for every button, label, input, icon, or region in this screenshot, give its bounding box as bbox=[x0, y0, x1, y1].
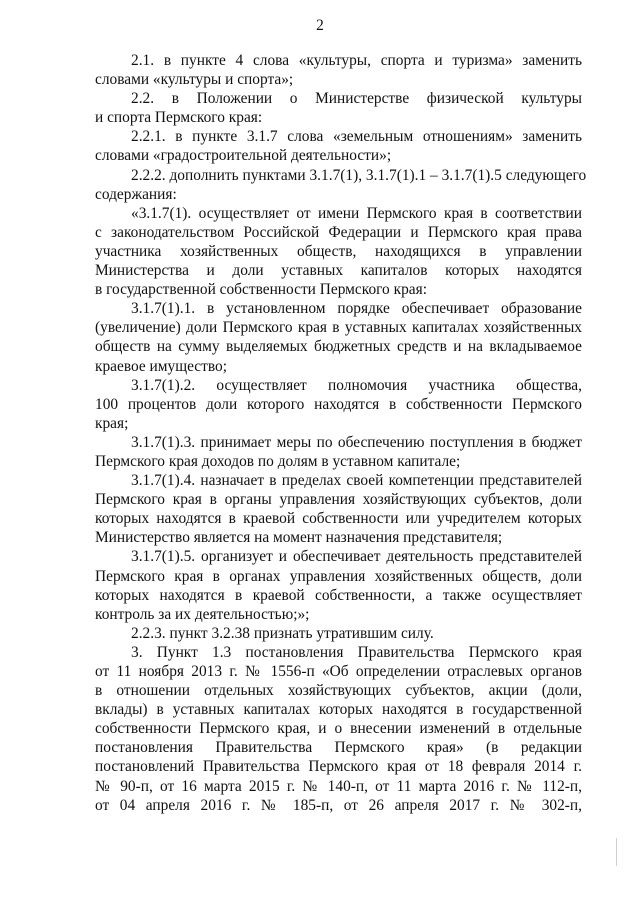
text-line: участника хозяйственных обществ, находящихся в управлении bbox=[95, 242, 582, 260]
text-line: от 11 ноября 2013 г. № 1556-п «Об определении отраслевых органов bbox=[95, 663, 582, 680]
text-line: 2.1. в пункте 4 слова «культуры, спорта и туризма» заменить bbox=[131, 52, 582, 69]
text-line: 2.2. в Положении о Министерстве физической культуры bbox=[131, 90, 582, 108]
text-line: постановления Правительства Пермского края» (в редакции bbox=[95, 739, 582, 757]
text-line: и спорта Пермского края: bbox=[95, 109, 263, 127]
text-line: собственности Пермского края, и о внесении изменений в отдельные bbox=[95, 720, 582, 738]
text-line: 2.2.1. в пункте 3.1.7 слова «земельным отношениям» заменить bbox=[131, 128, 582, 146]
text-line: постановлений Правительства Пермского края от 18 февраля 2014 г. bbox=[95, 758, 582, 776]
text-line: Министерства и доли уставных капиталов которых находятся bbox=[95, 262, 582, 280]
text-line: которых находятся в краевой собственности или учредителем которых bbox=[95, 510, 582, 528]
text-line: Пермского края в органах управления хозяйственных обществ, доли bbox=[95, 567, 582, 585]
text-line: 3.1.7(1).4. назначает в пределах своей компетенции представителей bbox=[131, 472, 582, 490]
text-line: обществ на сумму выделяемых бюджетных средств и на вкладываемое bbox=[95, 338, 582, 356]
text-line: Пермского края доходов по долям в уставном капитале; bbox=[95, 452, 461, 470]
text-line: словами «культуры и спорта»; bbox=[95, 71, 294, 89]
text-line: в отношении отдельных хозяйствующих субъектов, акции (доли, bbox=[95, 682, 582, 700]
scan-artifact-line bbox=[616, 838, 617, 866]
text-line: Министерство является на момент назначения представителя; bbox=[95, 529, 503, 547]
text-line: в государственной собственности Пермского края: bbox=[95, 281, 427, 299]
text-line: Пермского края в органы управления хозяйствующих субъектов, доли bbox=[95, 491, 582, 509]
text-line: 2.2.2. дополнить пунктами 3.1.7(1), 3.1.7(1).1 – 3.1.7(1).5 следующего bbox=[131, 166, 587, 184]
text-line: 100 процентов доли которого находятся в собственности Пермского bbox=[95, 395, 582, 413]
text-line: «3.1.7(1). осуществляет от имени Пермского края в соответствии bbox=[131, 204, 582, 222]
text-line: 3. Пункт 1.3 постановления Правительства Пермского края bbox=[131, 643, 582, 661]
text-line: № 90-п, от 16 марта 2015 г. № 140-п, от 11 марта 2016 г. № 112-п, bbox=[95, 777, 582, 795]
text-line: 3.1.7(1).1. в установленном порядке обеспечивает образование bbox=[131, 300, 582, 318]
text-line: 3.1.7(1).3. принимает меры по обеспечению поступления в бюджет bbox=[131, 433, 582, 451]
text-line: контроль за их деятельностью;»; bbox=[95, 605, 310, 623]
text-line: края; bbox=[95, 414, 129, 432]
text-line: 2.2.3. пункт 3.2.38 признать утратившим силу. bbox=[131, 624, 434, 642]
text-line: с законодательством Российской Федерации и Пермского края права bbox=[95, 223, 582, 241]
text-line: 3.1.7(1).2. осуществляет полномочия участника общества, bbox=[131, 376, 582, 394]
document-body bbox=[95, 51, 587, 815]
text-line: словами «градостроительной деятельности»; bbox=[95, 147, 392, 165]
text-line: краевое имущество; bbox=[95, 357, 227, 375]
page-number: 2 bbox=[316, 17, 324, 34]
text-line: от 04 апреля 2016 г. № 185-п, от 26 апреля 2017 г. № 302-п, bbox=[95, 796, 582, 814]
text-line: (увеличение) доли Пермского края в уставных капиталах хозяйственных bbox=[95, 319, 582, 337]
text-line: которых находятся в краевой собственности, а также осуществляет bbox=[95, 586, 582, 604]
text-line: вклады) в уставных капиталах которых находятся в государственной bbox=[95, 701, 582, 719]
text-line: содержания: bbox=[95, 185, 177, 203]
text-line: 3.1.7(1).5. организует и обеспечивает деятельность представителей bbox=[131, 548, 582, 566]
